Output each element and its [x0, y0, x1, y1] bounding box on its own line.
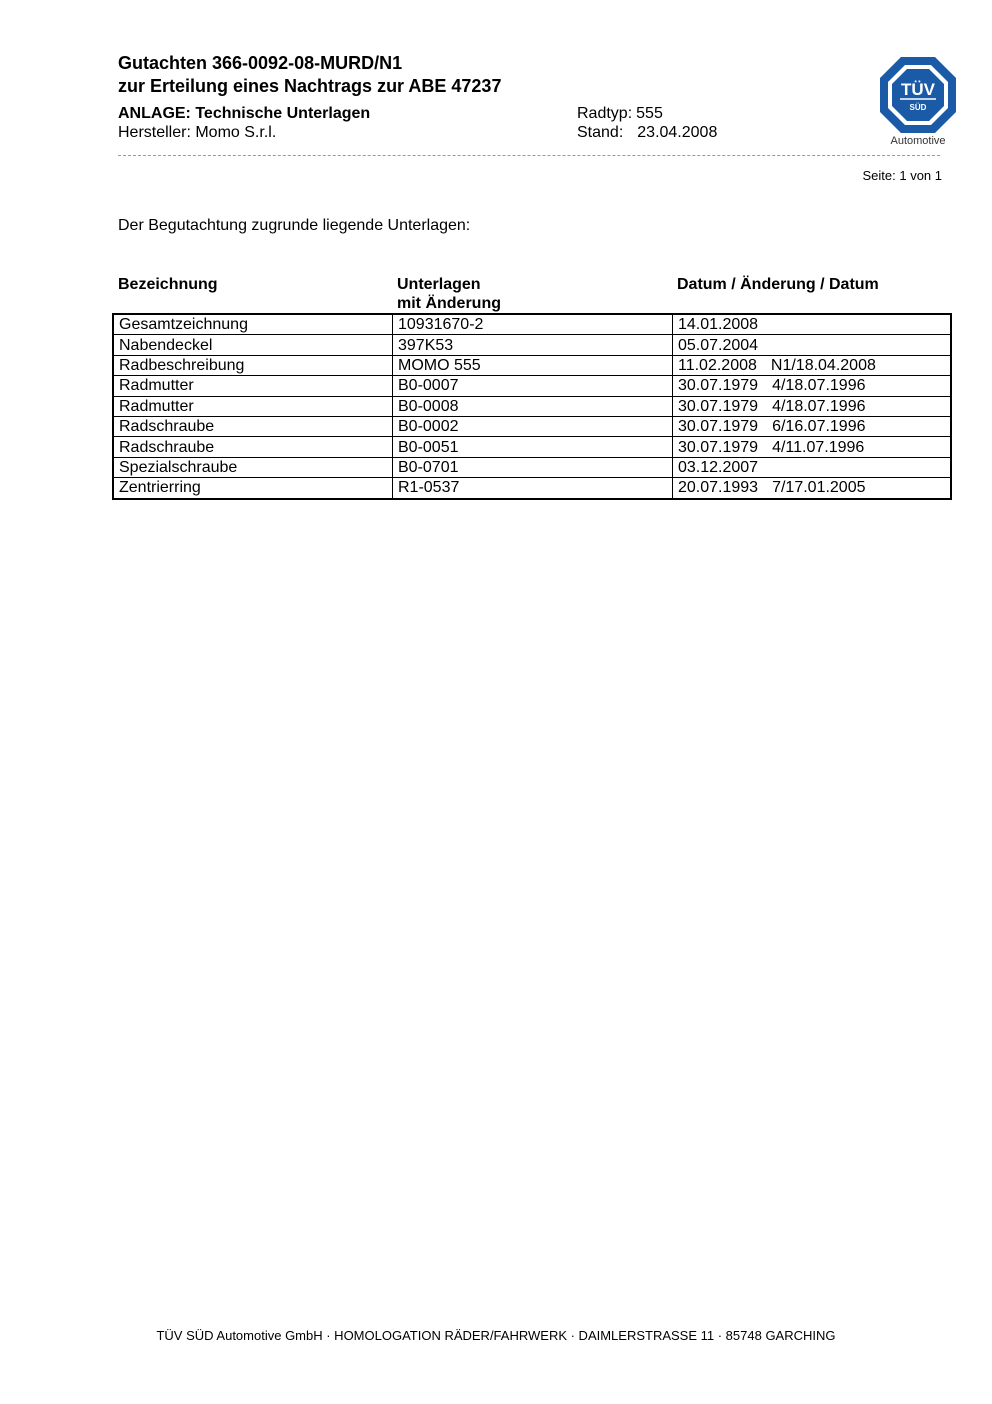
- table-row: [113, 335, 951, 355]
- cell-unterlagen: B0-0701: [393, 457, 673, 477]
- column-header-unterlagen: [397, 275, 501, 313]
- stand-value: 23.04.2008: [637, 124, 718, 141]
- table-row: [113, 376, 951, 396]
- datum-value: 30.07.1979: [678, 438, 759, 456]
- table-row: [113, 416, 951, 436]
- logo-subtext: SÜD: [909, 103, 927, 112]
- datum-value: 30.07.1979: [678, 397, 759, 415]
- cell-datum: [673, 416, 952, 436]
- radtyp-value: 555: [636, 105, 663, 122]
- cell-bezeichnung: Nabendeckel: [113, 335, 393, 355]
- table-row: [113, 396, 951, 416]
- cell-unterlagen: 397K53: [393, 335, 673, 355]
- cell-bezeichnung: Radschraube: [113, 416, 393, 436]
- cell-bezeichnung: Gesamtzeichnung: [113, 314, 393, 335]
- aenderung-value: N1/18.04.2008: [770, 356, 876, 374]
- anlage-label: ANLAGE: Technische Unterlagen: [118, 105, 371, 122]
- datum-value: 30.07.1979: [678, 377, 759, 395]
- datum-value: 03.12.2007: [678, 458, 759, 476]
- column-header-bezeichnung: Bezeichnung: [118, 276, 218, 293]
- datum-value: 05.07.2004: [678, 336, 759, 354]
- cell-datum: [673, 376, 952, 396]
- cell-datum: [673, 335, 952, 355]
- cell-bezeichnung: Radbeschreibung: [113, 355, 393, 375]
- column-header-unterlagen-line2: mit Änderung: [397, 295, 501, 312]
- datum-value: 11.02.2008: [678, 356, 757, 374]
- cell-unterlagen: B0-0051: [393, 437, 673, 457]
- cell-unterlagen: 10931670-2: [393, 314, 673, 335]
- cell-datum: [673, 314, 952, 335]
- cell-bezeichnung: Zentrierring: [113, 478, 393, 499]
- stand-label: Stand:: [577, 124, 624, 141]
- cell-unterlagen: B0-0002: [393, 416, 673, 436]
- cell-datum: [673, 396, 952, 416]
- table-row: [113, 457, 951, 477]
- cell-unterlagen: MOMO 555: [393, 355, 673, 375]
- aenderung-value: 6/16.07.1996: [772, 418, 866, 436]
- column-header-unterlagen-line1: Unterlagen: [397, 276, 481, 293]
- hersteller-label: Hersteller: Momo S.r.l.: [118, 124, 277, 141]
- aenderung-value: 7/17.01.2005: [772, 479, 866, 497]
- cell-datum: [673, 355, 952, 375]
- table-row: [113, 355, 951, 375]
- table-row: [113, 437, 951, 457]
- datum-value: 14.01.2008: [678, 316, 759, 334]
- stand-field: [577, 124, 717, 142]
- aenderung-value: 4/11.07.1996: [772, 438, 865, 456]
- header-divider: [118, 155, 940, 156]
- intro-text: Der Begutachtung zugrunde liegende Unterlagen:: [118, 217, 471, 234]
- column-header-datum: Datum / Änderung / Datum: [677, 276, 879, 293]
- cell-unterlagen: B0-0008: [393, 396, 673, 416]
- radtyp-label: Radtyp:: [577, 105, 633, 122]
- aenderung-value: 4/18.07.1996: [772, 397, 866, 415]
- cell-datum: [673, 457, 952, 477]
- cell-bezeichnung: Radmutter: [113, 376, 393, 396]
- document-title: Gutachten 366-0092-08-MURD/N1: [118, 53, 403, 73]
- cell-bezeichnung: Radschraube: [113, 437, 393, 457]
- cell-bezeichnung: Radmutter: [113, 396, 393, 416]
- logo-caption: Automotive: [890, 135, 946, 147]
- cell-unterlagen: R1-0537: [393, 478, 673, 499]
- aenderung-value: 4/18.07.1996: [772, 377, 866, 395]
- cell-bezeichnung: Spezialschraube: [113, 457, 393, 477]
- documents-table: [112, 313, 952, 500]
- cell-datum: [673, 437, 952, 457]
- datum-value: 30.07.1979: [678, 418, 759, 436]
- datum-value: 20.07.1993: [678, 479, 759, 497]
- logo-text: TÜV: [901, 80, 935, 99]
- footer-address: TÜV SÜD Automotive GmbH · HOMOLOGATION RÄDER/FAHRWERK · DAIMLERSTRASSE 11 · 85748 GARCHING: [156, 1328, 836, 1343]
- radtyp-field: [577, 105, 663, 123]
- table-row: [113, 314, 951, 335]
- document-subtitle: zur Erteilung eines Nachtrags zur ABE 47237: [118, 76, 502, 96]
- page-number: Seite: 1 von 1: [862, 168, 942, 183]
- table-row: [113, 478, 951, 499]
- cell-datum: [673, 478, 952, 499]
- cell-unterlagen: B0-0007: [393, 376, 673, 396]
